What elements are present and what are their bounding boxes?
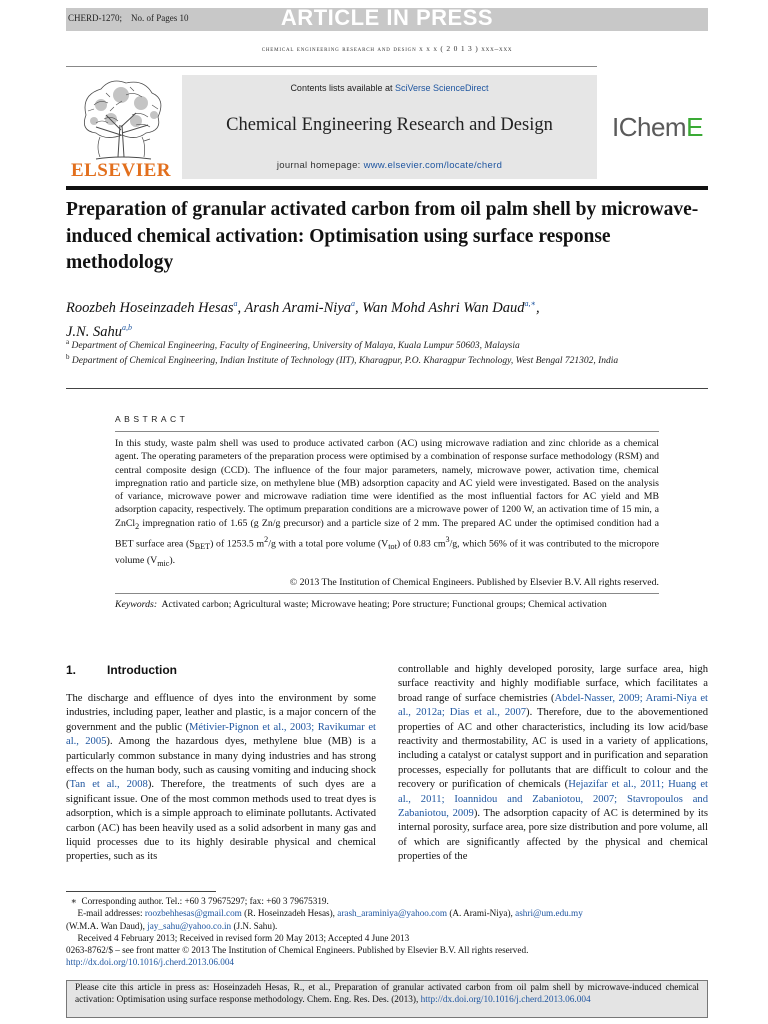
masthead-rule (66, 186, 708, 190)
email-owner: (R. Hoseinzadeh Hesas), (241, 908, 338, 919)
section-heading (66, 663, 177, 677)
front-matter-rule (66, 388, 708, 389)
manuscript-meta: CHERD-1270; No. of Pages 10 (68, 13, 189, 23)
email-owner: (J.N. Sahu). (231, 920, 278, 931)
abstract-superscript: 3 (445, 535, 450, 545)
body-text: The discharge and effluence of dyes into the environment by some industries, including paper, leather and plastic, is a major concern of the government and the public ( (66, 693, 376, 733)
citation-link[interactable]: Métivier-Pignon et al., 2003; Ravikumar et al., 2005 (66, 721, 376, 748)
keywords-label: Keywords: (115, 599, 158, 610)
email-owner: (A. Arami-Niya), (447, 908, 516, 919)
footnotes (66, 895, 708, 969)
contents-line (182, 83, 597, 93)
author-affil-mark[interactable]: a (351, 299, 356, 308)
article-in-press-banner (66, 5, 708, 31)
citation-text: Please cite this article in press as: Hoseinzadeh Hesas, R., et al., Preparation of granular activated carbon from oil palm shell by microwave-induced chemical activation: Optimisation using surface response methodology. Chem. Eng. Res. Des. (2013), (75, 983, 699, 1005)
abstract-body (115, 437, 659, 570)
journal-homepage-link[interactable]: www.elsevier.com/locate/cherd (363, 160, 503, 171)
abstract-text: /g with a total pore volume (V (268, 538, 389, 550)
abstract-subscript: 2 (135, 521, 140, 531)
doi-link[interactable]: http://dx.doi.org/10.1016/j.cherd.2013.06.004 (66, 957, 235, 968)
icheme-logo-part-a: IChem (612, 112, 687, 142)
keywords-list: Activated carbon; Agricultural waste; Microwave heating; Pore structure; Functional groups; Chemical activation (161, 599, 607, 610)
author-name: Roozbeh Hoseinzadeh Hesas (66, 299, 234, 316)
body-text: controllable and highly developed porosity, large surface area, high surface reactivity and highly modifiable surface, which facilitates a broad range of surface chemistries ( (398, 664, 708, 704)
author-separator: , (237, 299, 245, 316)
abstract-heading: ABSTRACT (115, 414, 189, 424)
corresponding-author-text: Corresponding author. Tel.: +60 3 79675297; fax: +60 3 79675319. (81, 896, 329, 906)
email-label: E-mail addresses: (77, 908, 145, 919)
email-link[interactable]: jay_sahu@yahoo.co.in (147, 920, 232, 931)
abstract-copyright: © 2013 The Institution of Chemical Engineers. Published by Elsevier B.V. All rights reserved. (289, 577, 659, 588)
abstract-text: In this study, waste palm shell was used to produce activated carbon (AC) using microwave radiation and zinc chloride as a chemical agent. The operating parameters of the preparation process were optimised by a combination of response surface methodology (RSM) and central composite design (CCD). The influence of the four major parameters, namely, microwave power, activation time, chemical impregnation ratio and particle size, on methylene blue (MB) adsorption capacity and AC yield were investigated. Based on the analysis of variance, microwave power and microwave radiation time were identified as the most influential factors for AC yield and MB adsorption capacity, respectively. The optimum preparation conditions are a microwave power of 1200 W, an activation time of 15 min, a ZnCl (115, 438, 659, 529)
abstract-text: /g, which 56% of it was contributed to the micropore volume (V (115, 538, 659, 566)
author-affil-mark[interactable]: a,∗ (524, 299, 536, 308)
abstract-subscript: tot (388, 542, 397, 552)
affiliation-text: Department of Chemical Engineering, Faculty of Engineering, University of Malaya, Kuala Lumpur 50603, Malaysia (71, 341, 520, 352)
affiliation-mark: a (66, 338, 70, 346)
email-link[interactable]: roozbehhesas@gmail.com (144, 908, 242, 919)
section-number: 1. (66, 663, 77, 677)
email-owner: (W.M.A. Wan Daud), (66, 920, 148, 931)
affiliation-b (66, 351, 708, 368)
abstract-text: ) of 1253.5 m (210, 538, 265, 550)
abstract-rule-top (115, 431, 659, 432)
keywords (115, 598, 659, 611)
elsevier-wordmark: ELSEVIER (70, 160, 172, 181)
received-dates (66, 932, 708, 944)
header-rule (66, 66, 597, 67)
affiliation-mark: b (66, 353, 70, 361)
sciencedirect-link[interactable]: SciVerse ScienceDirect (395, 83, 489, 93)
body-column-right (398, 663, 708, 865)
body-text: ). The adsorption capacity of AC is determined by its internal porosity, surface area, pore size distribution and pore volume, all of which are significantly affected by the physical and chemical properties of the (398, 808, 708, 863)
body-text: ). Therefore, due to the abovementioned properties of AC and other characteristics, including its low acid/base reactivity and thermostability, AC is used in a variety of applications, including a catalyst or catalyst support and in purification and separation processes, especially for pollutants that are difficult to colour and the recovery or purification of chemicals ( (398, 707, 708, 791)
body-column-left (66, 692, 376, 865)
author-separator: , (535, 299, 540, 316)
author-name: Arash Arami-Niya (244, 299, 352, 316)
abstract-text: impregnation ratio of 1.65 (g Zn/g precursor) and a particle size of 2 mm. The prepared AC under the optimised condition had a BET surface area (S (115, 517, 659, 550)
author-list (66, 294, 708, 342)
journal-title: Chemical Engineering Research and Design (226, 115, 553, 135)
citation-link[interactable]: Hejazifar et al., 2011; Huang et al., 2011; Ioannidou and Zabaniotou, 2007; Stavropoulos and Zabaniotou, 2009 (398, 779, 709, 820)
email-link[interactable]: arash_araminiya@yahoo.com (337, 908, 448, 919)
article-title: Preparation of granular activated carbon from oil palm shell by microwave-induced chemical activation: Optimisation using surface response methodology (66, 199, 699, 273)
abstract-subscript: BET (194, 542, 211, 552)
email-link[interactable]: ashri@um.edu.my (515, 908, 583, 919)
homepage-prefix: journal homepage: (276, 160, 364, 171)
running-head: chemical engineering research and design x x x ( 2 0 1 3 ) xxx–xxx (261, 44, 513, 53)
journal-masthead (182, 75, 597, 179)
abstract-subscript: mic (157, 558, 170, 568)
issn-line: 0263-8762/$ – see front matter © 2013 The Institution of Chemical Engineers. Published by Elsevier B.V. All rights reserved. (66, 945, 529, 956)
corresponding-author-note: ∗ Corresponding author. Tel.: +60 3 79675297; fax: +60 3 79675319. (66, 896, 329, 906)
author-name: J.N. Sahu (66, 323, 122, 340)
abstract-superscript: 2 (264, 535, 269, 545)
body-text: ). Therefore, the treatments of such dyes are a significant issue. One of the most common methods used to treat dyes is adsorption, which is a simple approach to eliminate pollutants. Activated carbon (AC) has been heavily used as a solid adsorbent in many gas and liquid processes due to its highly desirable physical and chemical properties, such as its (66, 779, 377, 863)
author-affil-mark[interactable]: a,b (121, 322, 132, 332)
citation-link[interactable]: Tan et al., 2008 (69, 779, 148, 791)
icheme-logo (612, 112, 703, 143)
author-affil-mark[interactable]: a (233, 299, 238, 308)
footnote-rule (66, 891, 216, 892)
journal-homepage-line (182, 160, 597, 171)
abstract-text: ). (169, 554, 176, 566)
abstract-text: ) of 0.83 cm (396, 538, 446, 550)
citation-box (66, 980, 708, 1018)
banner-text: ARTICLE IN PRESS (280, 5, 494, 30)
icheme-logo-part-b: E (686, 112, 703, 142)
citation-link[interactable]: Abdel-Nasser, 2009; Arami-Niya et al., 2012a; Dias et al., 2007 (398, 692, 708, 719)
contents-prefix: Contents lists available at (290, 83, 395, 93)
received-dates-text: Received 4 February 2013; Received in revised form 20 May 2013; Accepted 4 June 2013 (77, 932, 410, 943)
citation-doi-link[interactable]: http://dx.doi.org/10.1016/j.cherd.2013.06.004 (420, 994, 591, 1005)
author-name: Wan Mohd Ashri Wan Daud (362, 299, 525, 316)
section-title: Introduction (107, 663, 177, 677)
author-separator: , (355, 299, 363, 316)
abstract-rule-bottom (115, 593, 659, 594)
body-text: ). Among the hazardous dyes, methylene blue (MB) is a particularly common substance in many dying industries and has strong effects on the human body, such as causing vomiting and inducing shock ( (66, 736, 376, 791)
email-addresses (66, 907, 708, 932)
doi-line (66, 956, 708, 968)
affiliation-text: Department of Chemical Engineering, Indian Institute of Technology (IIT), Kharagpur, P.O. Kharagpur Technology, West Bengal 721302, India (71, 356, 619, 367)
